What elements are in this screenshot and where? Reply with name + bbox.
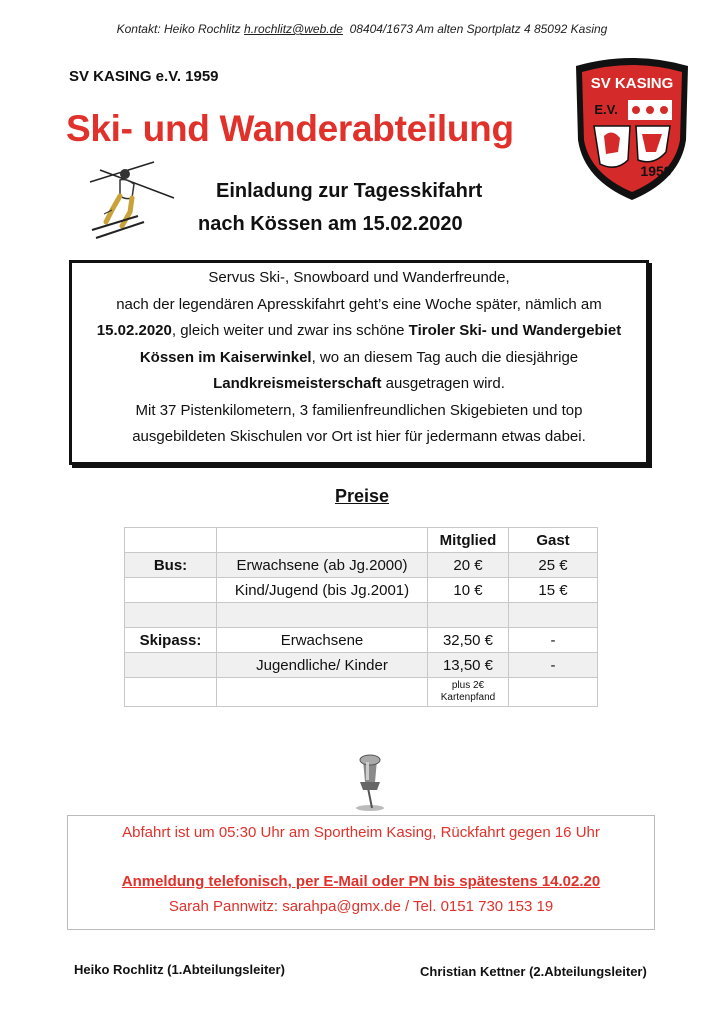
row-label: Kind/Jugend (bis Jg.2001) (217, 578, 428, 603)
price-table (124, 527, 598, 707)
info-region: Tiroler Ski- und Wandergebiet (408, 322, 622, 339)
invitation-line-2: nach Kössen am 15.02.2020 (198, 213, 463, 235)
row-guest-price: 15 € (509, 578, 598, 603)
logo-year-text: 1959 (640, 163, 672, 179)
row-guest-price (509, 603, 598, 628)
price-table-header (125, 528, 598, 553)
row-member-price: 13,50 € (428, 653, 509, 678)
info-event: Landkreismeisterschaft (213, 375, 382, 392)
invitation-line-1: Einladung zur Tagesskifahrt (216, 180, 483, 202)
table-cell (217, 528, 428, 553)
row-member-price: 10 € (428, 578, 509, 603)
info-line-6: Mit 37 Pistenkilometern, 3 familienfreundlichen Skigebieten und top (135, 401, 583, 419)
info-text: ausgetragen wird. (381, 375, 505, 392)
departure-box (67, 815, 655, 930)
row-member-price: 20 € (428, 553, 509, 578)
info-line-1: Servus Ski-, Snowboard und Wanderfreunde, (208, 269, 510, 286)
logo-top-text: SV KASING (590, 75, 674, 92)
row-guest-price: - (509, 653, 598, 678)
row-label (217, 603, 428, 628)
row-label: Erwachsene (ab Jg.2000) (217, 553, 428, 578)
contact-line (0, 22, 724, 36)
row-group (125, 653, 217, 678)
table-row (125, 603, 598, 628)
info-line-5 (72, 371, 646, 398)
table-cell (125, 678, 217, 707)
table-row (125, 578, 598, 603)
row-member-price: 32,50 € (428, 628, 509, 653)
departure-info: Abfahrt ist um 05:30 Uhr am Sportheim Kasing, Rückfahrt gegen 16 Uhr (122, 824, 600, 841)
signature-left: Heiko Rochlitz (1.Abteilungsleiter) (74, 962, 285, 977)
column-guest: Gast (509, 528, 598, 553)
contact-person: Sarah Pannwitz: sarahpa@gmx.de / Tel. 0151 730 153 19 (168, 898, 554, 915)
deposit-note: plus 2€ Kartenpfand (428, 678, 509, 707)
table-row (125, 553, 598, 578)
info-line-4 (72, 345, 646, 372)
contact-address: 08404/1673 Am alten Sportplatz 4 85092 Kasing (349, 22, 608, 36)
table-cell (509, 678, 598, 707)
registration-deadline: Anmeldung telefonisch, per E-Mail oder PN bis spätestens 14.02.20 (121, 873, 601, 890)
table-row (125, 678, 598, 707)
logo-ev-text: E.V. (594, 102, 618, 117)
skier-illustration (82, 160, 182, 250)
table-row (125, 628, 598, 653)
info-text: , gleich weiter und zwar ins schöne (171, 322, 409, 339)
club-name: SV KASING e.V. 1959 (69, 68, 219, 85)
table-row (125, 653, 598, 678)
info-line-7: ausgebildeten Skischulen vor Ort ist hier für jedermann etwas dabei. (132, 428, 586, 445)
row-guest-price: - (509, 628, 598, 653)
table-cell (217, 678, 428, 707)
row-group (125, 578, 217, 603)
row-group: Bus: (125, 553, 217, 578)
info-date: 15.02.2020 (96, 322, 172, 339)
invitation-info-box (69, 260, 649, 465)
row-group (125, 603, 217, 628)
row-guest-price: 25 € (509, 553, 598, 578)
page-title: Ski- und Wanderabteilung (66, 108, 514, 149)
column-member: Mitglied (428, 528, 509, 553)
table-cell (125, 528, 217, 553)
prices-heading: Preise (334, 486, 390, 506)
info-line-2: nach der legendären Apresskifahrt geht’s eine Woche später, nämlich am (116, 295, 602, 313)
row-group: Skipass: (125, 628, 217, 653)
row-member-price (428, 603, 509, 628)
info-text: , wo an diesem Tag auch die diesjährige (311, 348, 579, 366)
signature-right: Christian Kettner (2.Abteilungsleiter) (420, 964, 647, 979)
info-line-3 (72, 318, 646, 345)
contact-email-link[interactable]: h.rochlitz@web.de (244, 22, 343, 36)
row-label: Jugendliche/ Kinder (217, 653, 428, 678)
contact-prefix: Kontakt: Heiko Rochlitz (116, 22, 241, 36)
push-pin-icon (344, 752, 394, 812)
row-label: Erwachsene (217, 628, 428, 653)
info-place: Kössen im Kaiserwinkel (139, 348, 312, 366)
club-logo-crest (570, 56, 694, 204)
